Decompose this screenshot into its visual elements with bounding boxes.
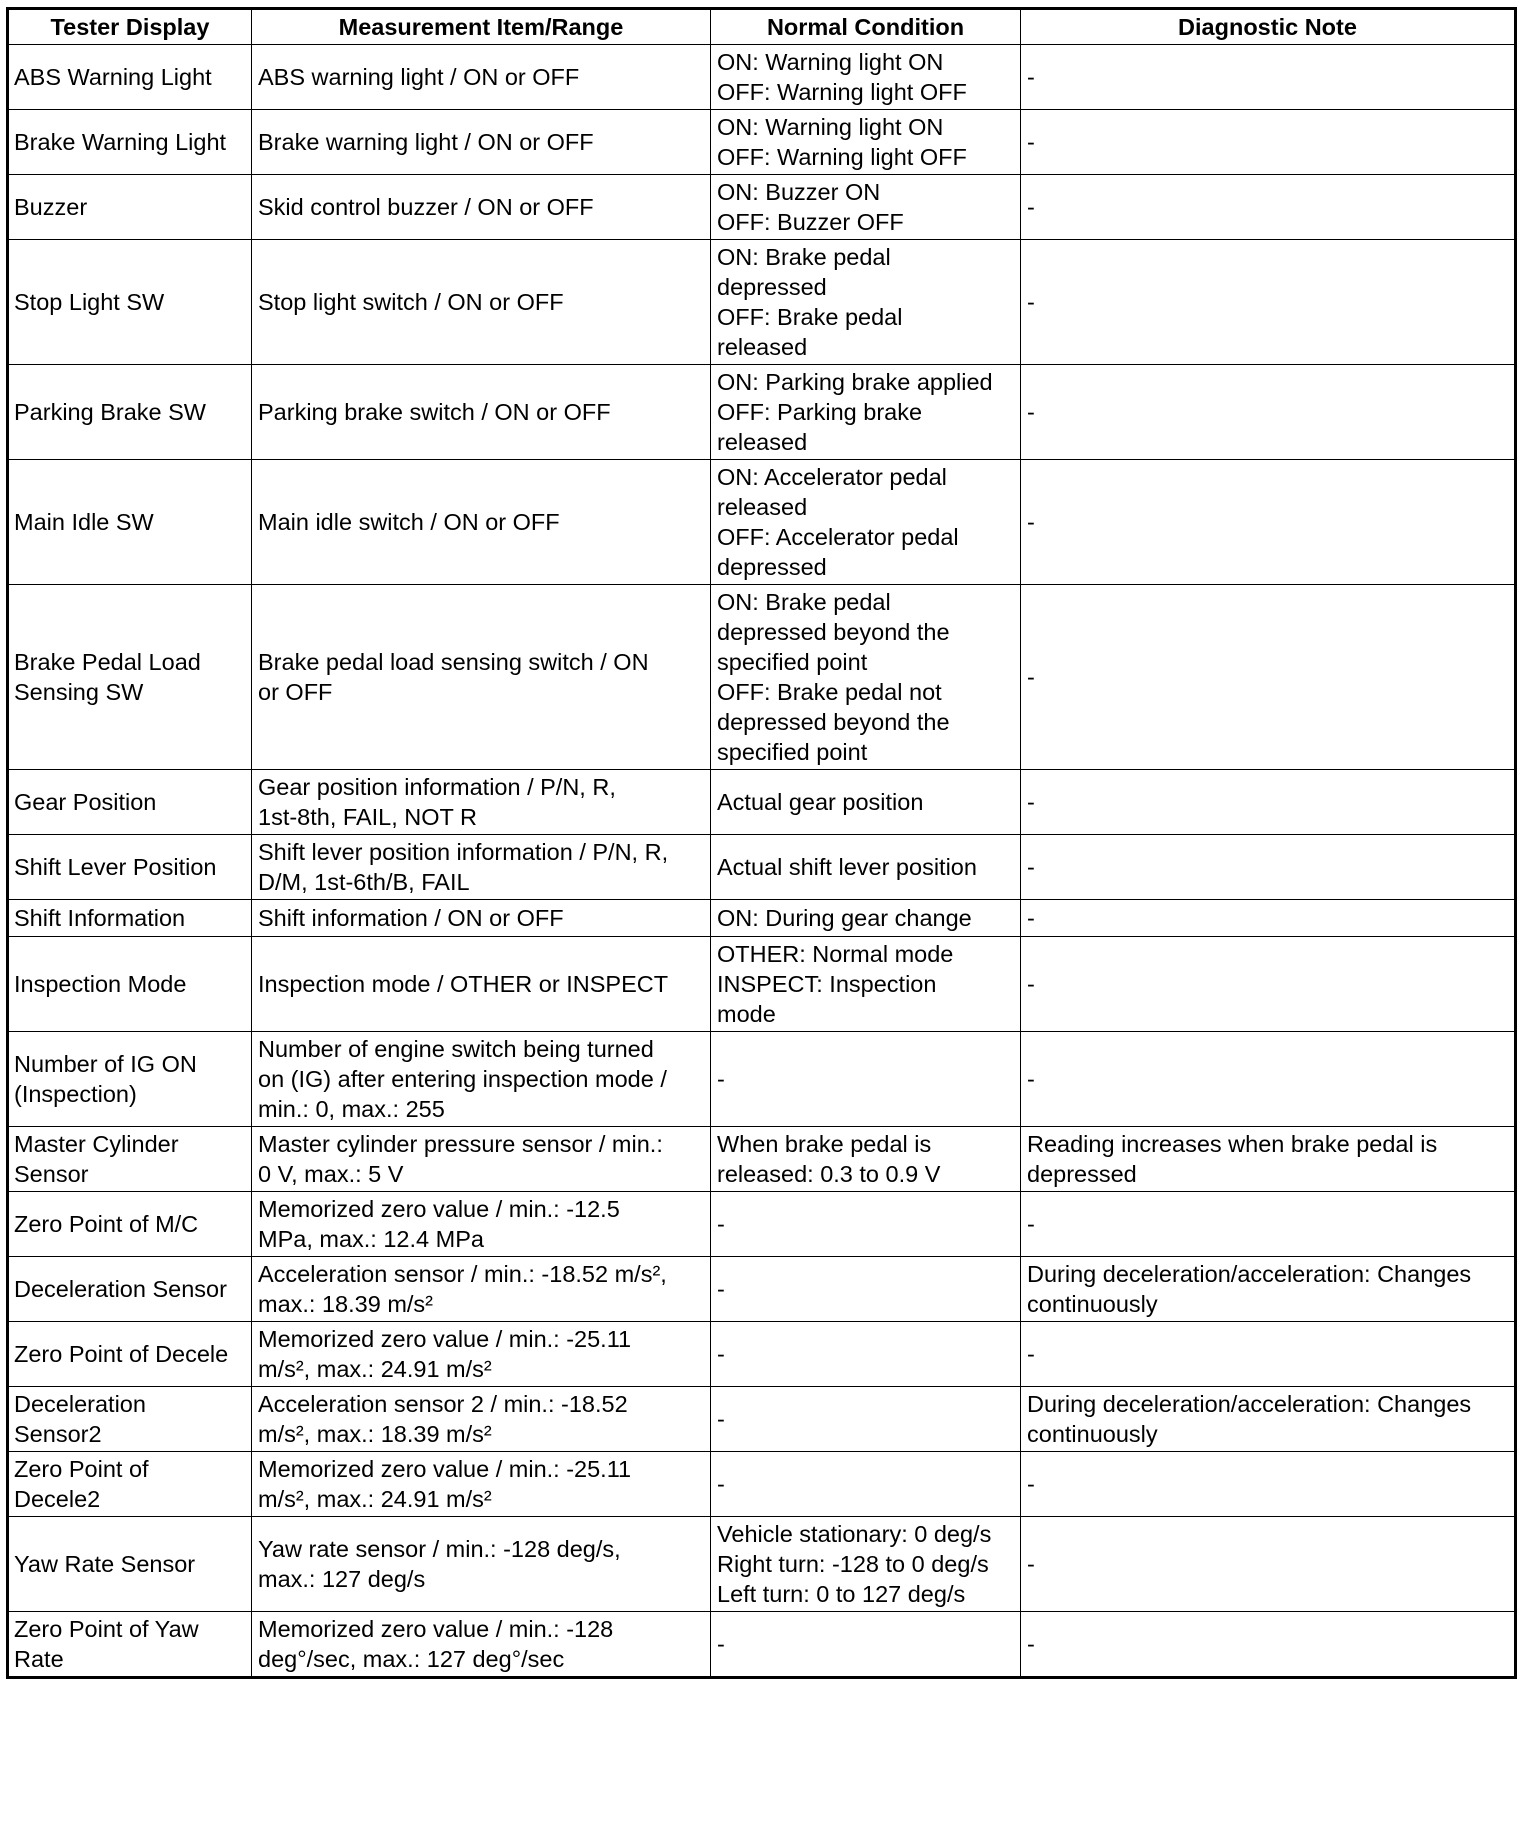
table-row	[8, 1322, 1516, 1387]
measurement-item-cell: Memorized zero value / min.: -128 deg°/sec, max.: 127 deg°/sec	[252, 1612, 711, 1678]
normal-condition-cell: Vehicle stationary: 0 deg/s Right turn: -128 to 0 deg/s Left turn: 0 to 127 deg/s	[711, 1517, 1021, 1612]
table-row	[8, 937, 1516, 1032]
diagnostic-note-cell: -	[1021, 1517, 1516, 1612]
diagnostic-note-cell: -	[1021, 175, 1516, 240]
tester-display-cell: Yaw Rate Sensor	[8, 1517, 252, 1612]
measurement-item-cell: Inspection mode / OTHER or INSPECT	[252, 937, 711, 1032]
table-row	[8, 365, 1516, 460]
measurement-item-cell: Memorized zero value / min.: -25.11 m/s², max.: 24.91 m/s²	[252, 1452, 711, 1517]
normal-condition-cell: Actual shift lever position	[711, 835, 1021, 900]
normal-condition-cell: ON: Accelerator pedal released OFF: Accelerator pedal depressed	[711, 460, 1021, 585]
normal-condition-cell: Actual gear position	[711, 770, 1021, 835]
measurement-item-cell: Main idle switch / ON or OFF	[252, 460, 711, 585]
measurement-item-cell: Yaw rate sensor / min.: -128 deg/s, max.: 127 deg/s	[252, 1517, 711, 1612]
tester-display-cell: Parking Brake SW	[8, 365, 252, 460]
measurement-item-cell: Skid control buzzer / ON or OFF	[252, 175, 711, 240]
normal-condition-cell: ON: Parking brake applied OFF: Parking brake released	[711, 365, 1021, 460]
diagnostic-note-cell: -	[1021, 1032, 1516, 1127]
diagnostic-note-cell: -	[1021, 365, 1516, 460]
table-row	[8, 110, 1516, 175]
table-row	[8, 1452, 1516, 1517]
header-diagnostic-note: Diagnostic Note	[1021, 9, 1516, 45]
normal-condition-cell: ON: Warning light ON OFF: Warning light OFF	[711, 45, 1021, 110]
measurement-item-cell: Shift information / ON or OFF	[252, 900, 711, 937]
table-row	[8, 175, 1516, 240]
normal-condition-cell: OTHER: Normal mode INSPECT: Inspection mode	[711, 937, 1021, 1032]
table-row	[8, 1612, 1516, 1678]
diagnostic-note-cell: During deceleration/acceleration: Changes continuously	[1021, 1387, 1516, 1452]
tester-display-cell: Gear Position	[8, 770, 252, 835]
tester-display-cell: Buzzer	[8, 175, 252, 240]
measurement-item-cell: Acceleration sensor 2 / min.: -18.52 m/s², max.: 18.39 m/s²	[252, 1387, 711, 1452]
normal-condition-cell: ON: During gear change	[711, 900, 1021, 937]
normal-condition-cell: -	[711, 1387, 1021, 1452]
table-body	[8, 45, 1516, 1678]
normal-condition-cell: -	[711, 1257, 1021, 1322]
tester-display-cell: Shift Lever Position	[8, 835, 252, 900]
diagnostic-note-cell: -	[1021, 1612, 1516, 1678]
tester-display-cell: ABS Warning Light	[8, 45, 252, 110]
table-row	[8, 1127, 1516, 1192]
measurement-item-cell: Brake pedal load sensing switch / ON or OFF	[252, 585, 711, 770]
table-row	[8, 585, 1516, 770]
diagnostic-note-cell: -	[1021, 460, 1516, 585]
tester-display-cell: Stop Light SW	[8, 240, 252, 365]
table-row	[8, 770, 1516, 835]
normal-condition-cell: When brake pedal is released: 0.3 to 0.9 V	[711, 1127, 1021, 1192]
measurement-item-cell: Brake warning light / ON or OFF	[252, 110, 711, 175]
table-row	[8, 900, 1516, 937]
diagnostic-note-cell: -	[1021, 937, 1516, 1032]
normal-condition-cell: -	[711, 1192, 1021, 1257]
diagnostic-note-cell: During deceleration/acceleration: Changes continuously	[1021, 1257, 1516, 1322]
header-row	[8, 9, 1516, 45]
tester-display-cell: Zero Point of Decele2	[8, 1452, 252, 1517]
measurement-item-cell: Memorized zero value / min.: -12.5 MPa, max.: 12.4 MPa	[252, 1192, 711, 1257]
table-row	[8, 240, 1516, 365]
table-row	[8, 1032, 1516, 1127]
normal-condition-cell: -	[711, 1032, 1021, 1127]
measurement-item-cell: Gear position information / P/N, R, 1st-8th, FAIL, NOT R	[252, 770, 711, 835]
normal-condition-cell: ON: Brake pedal depressed OFF: Brake pedal released	[711, 240, 1021, 365]
tester-display-cell: Zero Point of M/C	[8, 1192, 252, 1257]
measurement-item-cell: Shift lever position information / P/N, R, D/M, 1st-6th/B, FAIL	[252, 835, 711, 900]
normal-condition-cell: ON: Brake pedal depressed beyond the specified point OFF: Brake pedal not depressed beyond the specified point	[711, 585, 1021, 770]
diagnostic-note-cell: -	[1021, 585, 1516, 770]
normal-condition-cell: -	[711, 1612, 1021, 1678]
measurement-item-cell: Memorized zero value / min.: -25.11 m/s², max.: 24.91 m/s²	[252, 1322, 711, 1387]
tester-display-cell: Master Cylinder Sensor	[8, 1127, 252, 1192]
header-normal-condition: Normal Condition	[711, 9, 1021, 45]
normal-condition-cell: ON: Warning light ON OFF: Warning light OFF	[711, 110, 1021, 175]
table-row	[8, 1517, 1516, 1612]
tester-display-cell: Zero Point of Yaw Rate	[8, 1612, 252, 1678]
diagnostic-note-cell: Reading increases when brake pedal is depressed	[1021, 1127, 1516, 1192]
header-tester-display: Tester Display	[8, 9, 252, 45]
diagnostic-note-cell: -	[1021, 1452, 1516, 1517]
diagnostic-note-cell: -	[1021, 45, 1516, 110]
table-row	[8, 460, 1516, 585]
tester-display-cell: Deceleration Sensor	[8, 1257, 252, 1322]
data-list-table	[6, 7, 1517, 1679]
table-row	[8, 1257, 1516, 1322]
table-row	[8, 835, 1516, 900]
normal-condition-cell: -	[711, 1322, 1021, 1387]
tester-display-cell: Deceleration Sensor2	[8, 1387, 252, 1452]
header-measurement-item-range: Measurement Item/Range	[252, 9, 711, 45]
table-row	[8, 1192, 1516, 1257]
diagnostic-note-cell: -	[1021, 1322, 1516, 1387]
diagnostic-note-cell: -	[1021, 240, 1516, 365]
table-row	[8, 45, 1516, 110]
tester-display-cell: Number of IG ON (Inspection)	[8, 1032, 252, 1127]
tester-display-cell: Shift Information	[8, 900, 252, 937]
tester-display-cell: Zero Point of Decele	[8, 1322, 252, 1387]
tester-display-cell: Inspection Mode	[8, 937, 252, 1032]
diagnostic-note-cell: -	[1021, 900, 1516, 937]
measurement-item-cell: Number of engine switch being turned on (IG) after entering inspection mode / min.: 0, max.: 255	[252, 1032, 711, 1127]
measurement-item-cell: Master cylinder pressure sensor / min.: 0 V, max.: 5 V	[252, 1127, 711, 1192]
diagnostic-note-cell: -	[1021, 1192, 1516, 1257]
tester-display-cell: Brake Pedal Load Sensing SW	[8, 585, 252, 770]
measurement-item-cell: Acceleration sensor / min.: -18.52 m/s², max.: 18.39 m/s²	[252, 1257, 711, 1322]
diagnostic-note-cell: -	[1021, 770, 1516, 835]
tester-display-cell: Main Idle SW	[8, 460, 252, 585]
measurement-item-cell: Parking brake switch / ON or OFF	[252, 365, 711, 460]
measurement-item-cell: Stop light switch / ON or OFF	[252, 240, 711, 365]
normal-condition-cell: -	[711, 1452, 1021, 1517]
measurement-item-cell: ABS warning light / ON or OFF	[252, 45, 711, 110]
diagnostic-note-cell: -	[1021, 835, 1516, 900]
normal-condition-cell: ON: Buzzer ON OFF: Buzzer OFF	[711, 175, 1021, 240]
diagnostic-note-cell: -	[1021, 110, 1516, 175]
table-row	[8, 1387, 1516, 1452]
tester-display-cell: Brake Warning Light	[8, 110, 252, 175]
